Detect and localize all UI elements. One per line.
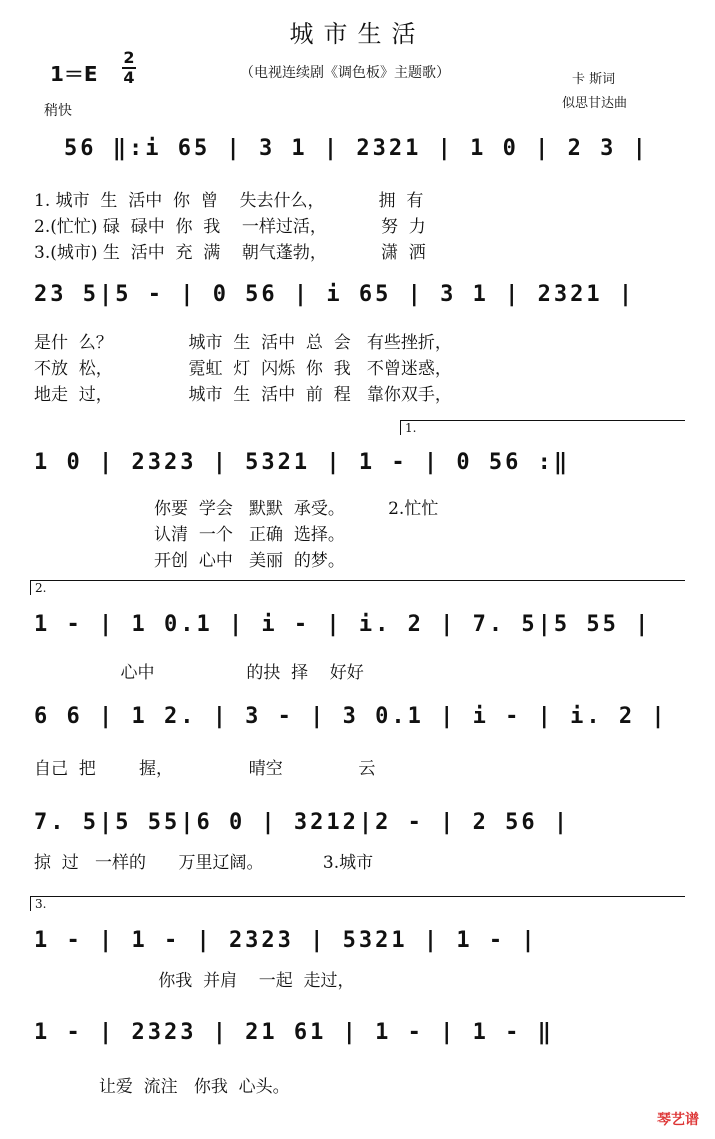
lyric-verse-1: 你要 学会 默默 承受。 2.忙忙 [100, 499, 439, 519]
lyric-row-7: 你我 并肩 一起 走过， [34, 971, 355, 991]
ending-3-bracket: 3. [30, 896, 685, 911]
key-signature: 1＝E [50, 62, 98, 86]
lyric-row-8: 让爱 流注 你我 心头。 [34, 1077, 290, 1097]
staff-row-2 [20, 268, 700, 328]
composer: 似思甘达曲 [562, 96, 628, 111]
notes-row-4: 1 - | 1 0.1 | i - | i. 2 | 7. 5|5 55 | [34, 612, 652, 637]
notes-row-8: 1 - | 2323 | 21 61 | 1 - | 1 - ‖ [34, 1020, 554, 1045]
lyric-verse-2: 认清 一个 正确 选择。 [100, 525, 345, 545]
ending-1-bracket: 1. [400, 420, 685, 435]
lyric-row-6: 掠 过 一样的 万里辽阔。 3.城市 [34, 853, 374, 873]
time-bottom: 4 [123, 68, 135, 87]
time-top: 2 [123, 48, 135, 67]
subtitle: （电视连续剧《调色板》主题歌） [240, 65, 450, 81]
lyric-verse-2: 不放 松， 霓虹 灯 闪烁 你 我 不曾迷惑， [34, 359, 452, 379]
ending-2-bracket: 2. [30, 580, 685, 595]
time-signature [122, 50, 136, 86]
notes-row-5: 6 6 | 1 2. | 3 - | 3 0.1 | i - | i. 2 | [34, 704, 668, 729]
staff-row-5 [20, 690, 700, 750]
staff-row-3 [20, 436, 700, 496]
lyric-row-5: 自己 把 握， 晴空 云 [34, 759, 376, 779]
staff-row-8 [20, 1006, 700, 1066]
notes-row-6: 7. 5|5 55|6 0 | 3212|2 - | 2 56 | [34, 810, 571, 835]
lyric-verse-1: 1. 城市 生 活中 你 曾 失去什么， 拥 有 [34, 191, 424, 211]
notes-row-7: 1 - | 1 - | 2323 | 5321 | 1 - | [34, 928, 538, 953]
notes-row-2: 23 5|5 - | 0 56 | i 65 | 3 1 | 2321 | [34, 282, 636, 307]
watermark-logo: 琴艺谱 [657, 1112, 699, 1128]
staff-row-7 [20, 914, 700, 974]
lyric-verse-3: 3.(城市) 生 活中 充 满 朝气蓬勃， 潇 洒 [34, 243, 426, 263]
staff-row-4 [20, 598, 700, 658]
staff-row-1 [20, 122, 700, 182]
lyric-row-4: 心中 的抉 择 好好 [34, 663, 364, 683]
tempo-mark: 稍快 [44, 103, 72, 119]
notes-row-3: 1 0 | 2323 | 5321 | 1 - | 0 56 :‖ [34, 450, 571, 475]
lyric-verse-1: 是什 么？ 城市 生 活中 总 会 有些挫折， [34, 333, 452, 353]
song-title: 城市生活 [289, 20, 426, 48]
staff-row-6 [20, 796, 700, 856]
notes-row-1: 56 ‖:i 65 | 3 1 | 2321 | 1 0 | 2 3 | [64, 136, 649, 161]
lyric-verse-2: 2.(忙忙) 碌 碌中 你 我 一样过活， 努 力 [34, 217, 426, 237]
lyric-verse-3: 开创 心中 美丽 的梦。 [100, 551, 345, 571]
lyricist: 卡 斯词 [572, 72, 616, 87]
lyric-verse-3: 地走 过， 城市 生 活中 前 程 靠你双手， [34, 385, 452, 405]
